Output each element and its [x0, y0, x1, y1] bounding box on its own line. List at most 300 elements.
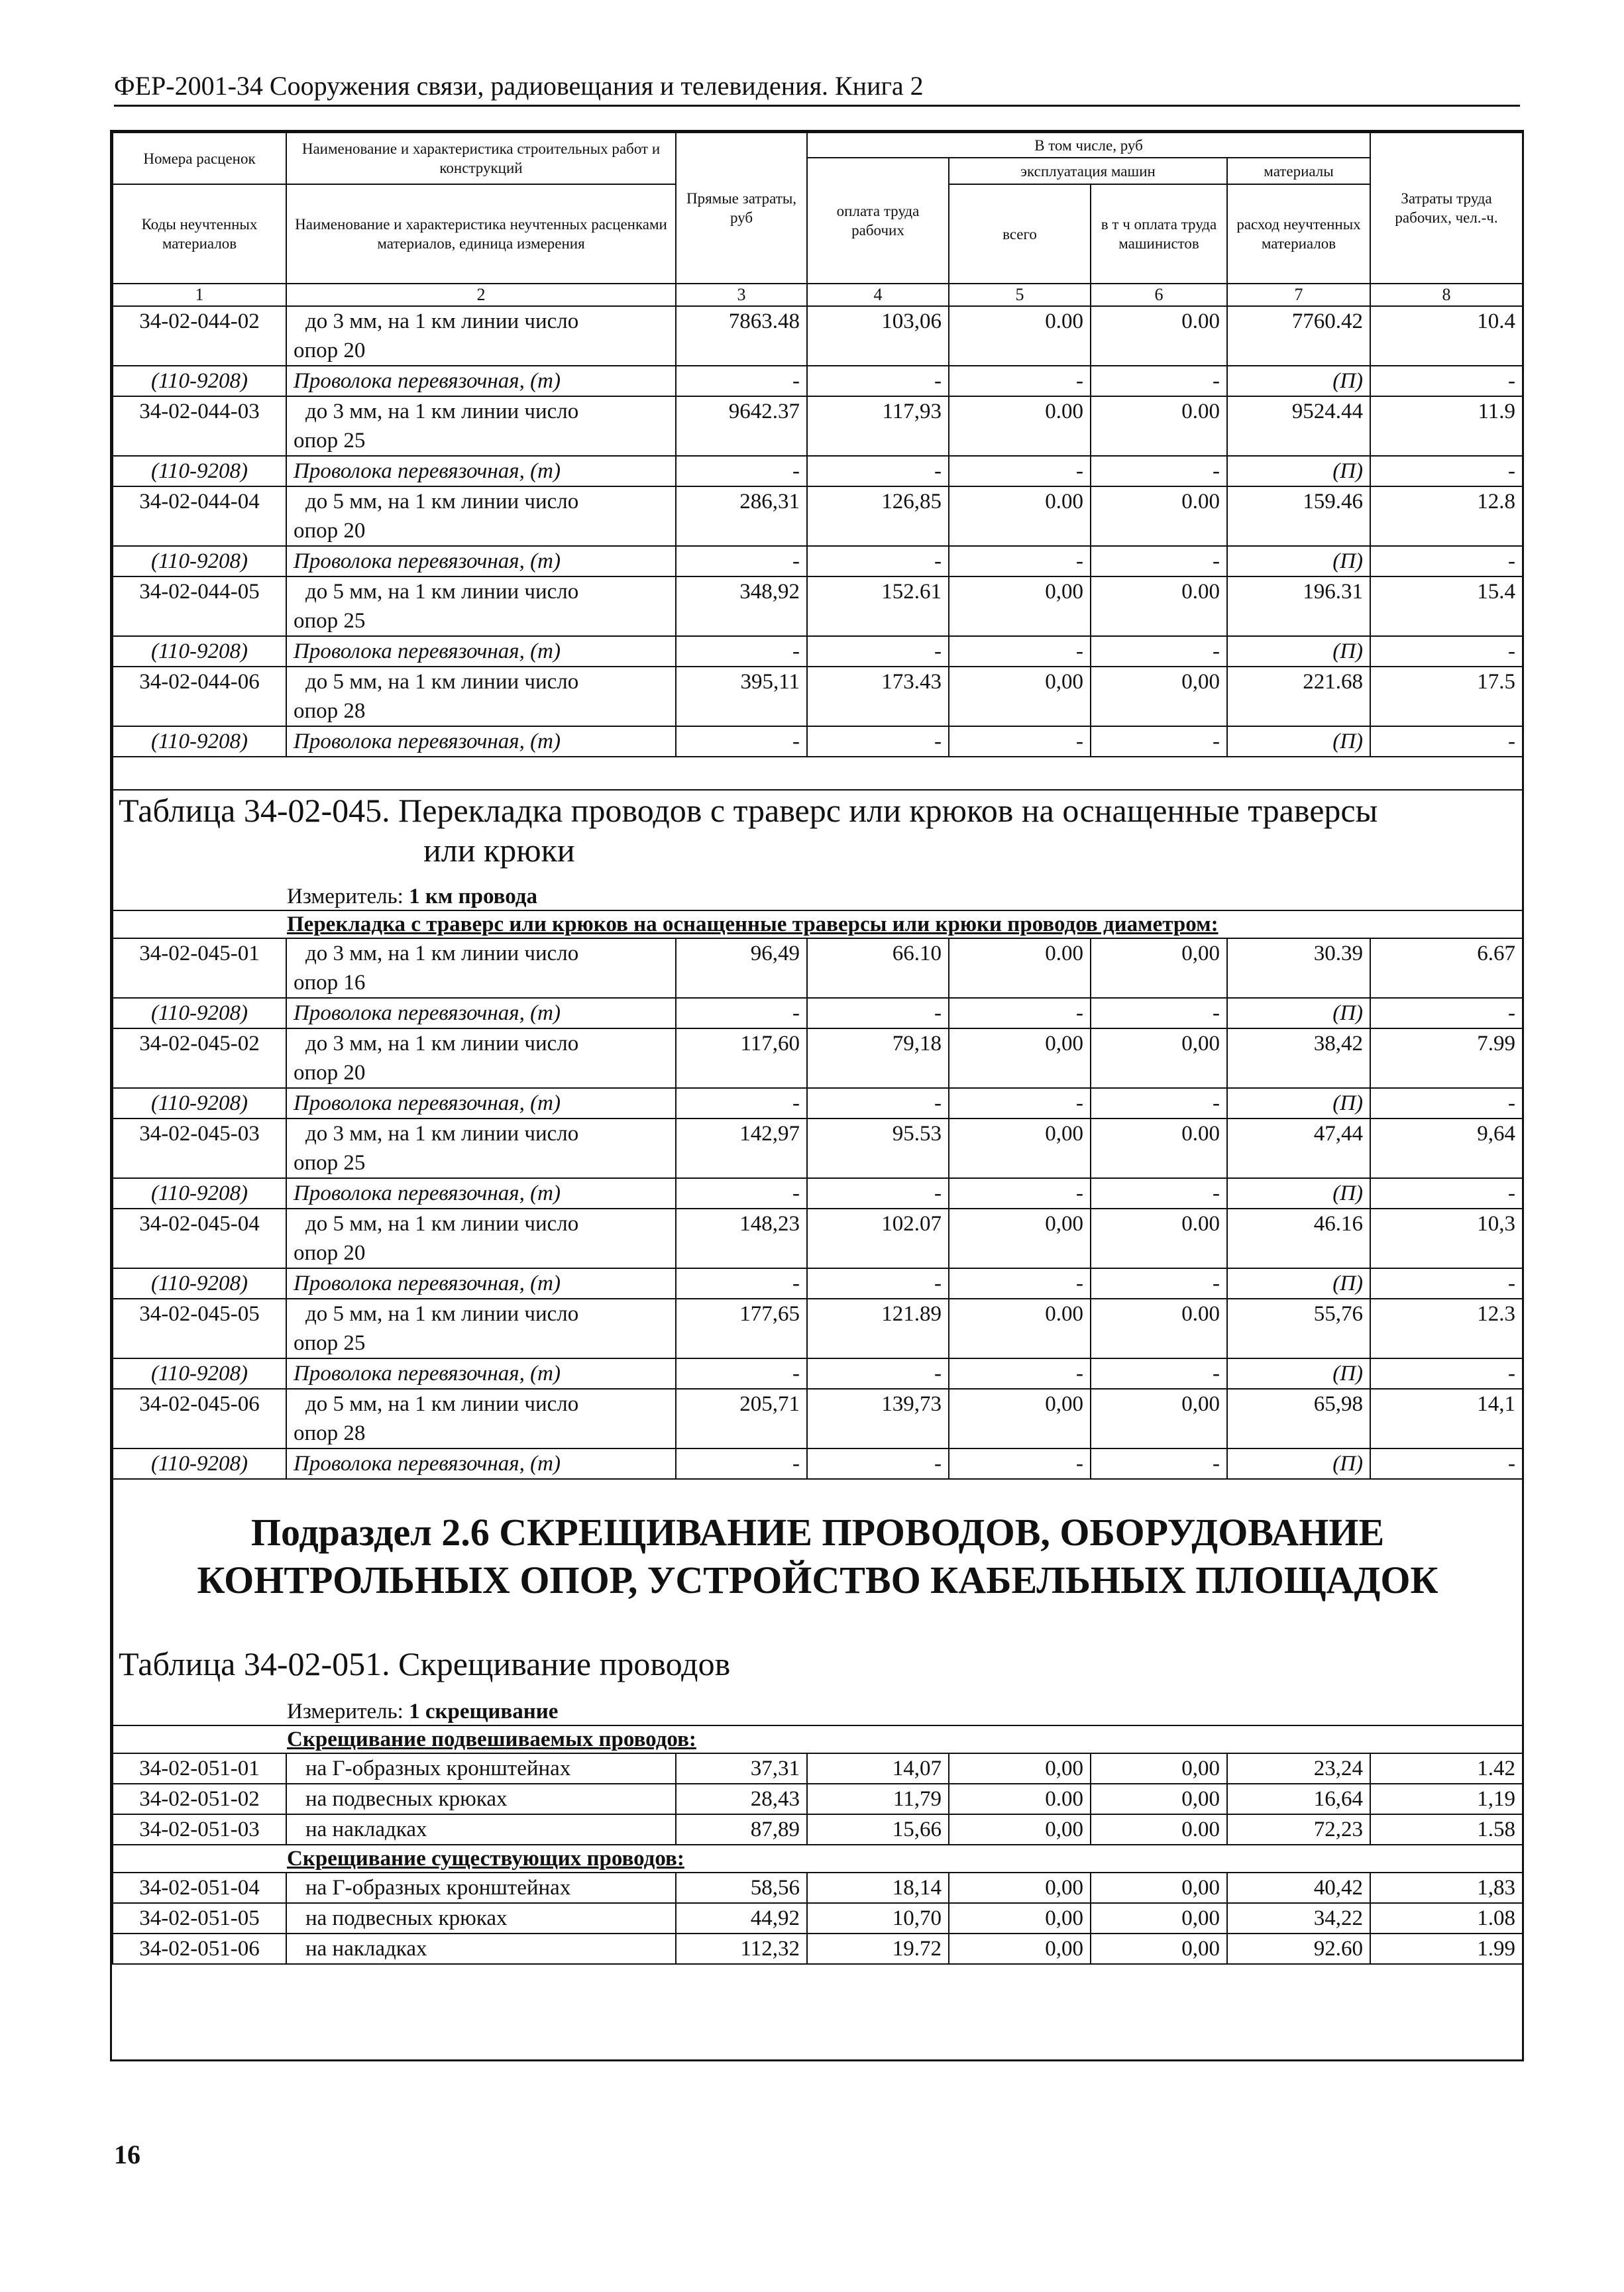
col7-header: расход неучтенных материалов: [1227, 184, 1370, 284]
rate-name-line: опор 25: [294, 429, 366, 453]
subsection-heading-cell: [113, 1479, 1523, 1725]
rate-row: [113, 1753, 1523, 1784]
material-value: -: [676, 1268, 807, 1299]
rate-value: 66.10: [807, 938, 949, 998]
group-row: [113, 1725, 1523, 1753]
rate-value: 10,70: [807, 1903, 949, 1934]
materials-header: материалы: [1227, 158, 1370, 184]
rate-value: 0.00: [949, 1784, 1091, 1814]
page-number: 16: [114, 2140, 140, 2169]
rate-name-line: опор 20: [294, 519, 366, 543]
material-value: -: [676, 1088, 807, 1119]
measure-unit: [113, 1698, 1522, 1725]
rate-value: 221.68: [1227, 667, 1370, 726]
material-value: -: [1370, 1268, 1523, 1299]
rate-name-line: до 5 мм, на 1 км линии число: [305, 1302, 579, 1326]
rate-value: 11.9: [1370, 396, 1523, 456]
material-value: -: [807, 456, 949, 486]
table-045-heading-cell: [113, 790, 1523, 910]
material-value: -: [1370, 998, 1523, 1028]
material-value: -: [676, 366, 807, 396]
measure-value: 1 км провода: [409, 885, 537, 908]
rate-row: [113, 938, 1523, 998]
rate-value: 112,32: [676, 1934, 807, 1964]
rates-table: [112, 132, 1523, 1965]
rate-code: 34-02-045-01: [113, 938, 286, 998]
rate-value: 0,00: [949, 1753, 1091, 1784]
material-value: -: [1091, 998, 1227, 1028]
material-value: -: [1370, 1448, 1523, 1479]
rate-value: 92.60: [1227, 1934, 1370, 1964]
col5-header: всего: [949, 184, 1091, 284]
material-name: Проволока перевязочная, (т): [286, 636, 676, 667]
rate-code: 34-02-045-03: [113, 1119, 286, 1178]
material-row: [113, 1358, 1523, 1389]
rate-row: [113, 396, 1523, 456]
material-value: -: [676, 1358, 807, 1389]
material-value: -: [949, 726, 1091, 757]
rate-name: [286, 667, 676, 726]
rate-value: 348,92: [676, 576, 807, 636]
rate-value: 65,98: [1227, 1389, 1370, 1448]
material-value: (П): [1227, 366, 1370, 396]
rate-name-line: опор 25: [294, 1331, 366, 1355]
document-frame: [110, 130, 1524, 2061]
rate-value: 0,00: [949, 667, 1091, 726]
measure-label: Измеритель:: [287, 1700, 409, 1723]
rate-value: 0,00: [949, 576, 1091, 636]
rate-value: 0,00: [1091, 667, 1227, 726]
rate-value: 0,00: [949, 1903, 1091, 1934]
material-value: -: [1091, 546, 1227, 576]
rate-value: 102.07: [807, 1209, 949, 1268]
rate-code: 34-02-044-06: [113, 667, 286, 726]
rate-value: 159.46: [1227, 486, 1370, 546]
material-value: -: [949, 546, 1091, 576]
rate-value: 121.89: [807, 1299, 949, 1358]
material-value: -: [807, 1358, 949, 1389]
column-number: 1: [113, 284, 286, 306]
material-value: -: [676, 636, 807, 667]
rate-value: 0,00: [1091, 1028, 1227, 1088]
column-numbers-row: [113, 284, 1523, 306]
material-value: -: [1370, 366, 1523, 396]
measure-label: Измеритель:: [287, 885, 409, 908]
rate-code: 34-02-045-05: [113, 1299, 286, 1358]
material-row: [113, 1448, 1523, 1479]
material-name: Проволока перевязочная, (т): [286, 726, 676, 757]
rate-value: 14,07: [807, 1753, 949, 1784]
material-value: -: [1370, 546, 1523, 576]
rate-value: 0,00: [1091, 1934, 1227, 1964]
material-name: Проволока перевязочная, (т): [286, 1088, 676, 1119]
rate-name-line: опор 20: [294, 1241, 366, 1265]
rate-name-line: до 5 мм, на 1 км линии число: [305, 580, 579, 604]
rate-value: 173.43: [807, 667, 949, 726]
material-value: -: [807, 636, 949, 667]
rate-value: 1.99: [1370, 1934, 1523, 1964]
material-row: [113, 1088, 1523, 1119]
material-value: (П): [1227, 726, 1370, 757]
rate-value: 0.00: [1091, 486, 1227, 546]
rate-value: 0.00: [1091, 306, 1227, 366]
rate-value: 30.39: [1227, 938, 1370, 998]
column-number: 4: [807, 284, 949, 306]
rate-value: 7863.48: [676, 306, 807, 366]
material-value: -: [949, 1358, 1091, 1389]
rate-value: 72,23: [1227, 1814, 1370, 1845]
rate-name-line: опор 28: [294, 1421, 366, 1445]
col1-header-bottom: Коды неучтенных материалов: [113, 184, 286, 284]
rate-name-line: опор 28: [294, 699, 366, 723]
material-value: -: [807, 546, 949, 576]
rate-value: 96,49: [676, 938, 807, 998]
rate-row: [113, 667, 1523, 726]
rate-value: 23,24: [1227, 1753, 1370, 1784]
rate-name: [286, 1299, 676, 1358]
material-value: -: [807, 1448, 949, 1479]
rate-row: [113, 1119, 1523, 1178]
rate-value: 0,00: [1091, 1784, 1227, 1814]
subsection-heading: [113, 1479, 1523, 1725]
group-label: Перекладка с траверс или крюков на оснащенные траверсы или крюки проводов диаметром:: [113, 910, 1523, 938]
rate-value: 103,06: [807, 306, 949, 366]
rate-value: 0,00: [949, 1814, 1091, 1845]
rate-value: 0.00: [1091, 1209, 1227, 1268]
material-value: -: [807, 1088, 949, 1119]
col3-header: Прямые затраты, руб: [676, 133, 807, 284]
material-value: -: [949, 636, 1091, 667]
rate-value: 0,00: [1091, 1753, 1227, 1784]
material-value: -: [807, 1268, 949, 1299]
group-row: [113, 910, 1523, 938]
rate-row: [113, 1209, 1523, 1268]
material-code: (110-9208): [113, 1358, 286, 1389]
material-value: -: [949, 456, 1091, 486]
rate-value: 95.53: [807, 1119, 949, 1178]
rate-value: 1.42: [1370, 1753, 1523, 1784]
material-value: -: [1370, 636, 1523, 667]
rate-value: 0,00: [1091, 1389, 1227, 1448]
rate-value: 0,00: [949, 1934, 1091, 1964]
material-code: (110-9208): [113, 1448, 286, 1479]
material-value: (П): [1227, 636, 1370, 667]
rate-value: 139,73: [807, 1389, 949, 1448]
rate-value: 395,11: [676, 667, 807, 726]
rate-value: 6.67: [1370, 938, 1523, 998]
rate-name-line: до 5 мм, на 1 км линии число: [305, 670, 579, 694]
rate-value: 0.00: [1091, 1299, 1227, 1358]
rate-value: 15,66: [807, 1814, 949, 1845]
material-value: -: [1091, 1088, 1227, 1119]
rate-value: 142,97: [676, 1119, 807, 1178]
material-code: (110-9208): [113, 1178, 286, 1209]
material-code: (110-9208): [113, 726, 286, 757]
rate-name-line: до 5 мм, на 1 км линии число: [305, 1212, 579, 1236]
material-code: (110-9208): [113, 1268, 286, 1299]
rate-value: 44,92: [676, 1903, 807, 1934]
material-value: -: [949, 1448, 1091, 1479]
column-number: 8: [1370, 284, 1523, 306]
material-value: (П): [1227, 1268, 1370, 1299]
rate-value: 0.00: [1091, 1814, 1227, 1845]
rate-value: 79,18: [807, 1028, 949, 1088]
rate-name: на накладках: [286, 1934, 676, 1964]
rate-code: 34-02-051-02: [113, 1784, 286, 1814]
rate-name: на подвесных крюках: [286, 1784, 676, 1814]
rate-row: [113, 1299, 1523, 1358]
rate-name: [286, 1028, 676, 1088]
material-row: [113, 1268, 1523, 1299]
table-051-title: Таблица 34-02-051. Скрещивание проводов: [119, 1645, 731, 1682]
rate-value: 0.00: [1091, 396, 1227, 456]
rate-code: 34-02-044-05: [113, 576, 286, 636]
rate-value: 0.00: [1091, 1119, 1227, 1178]
rate-value: 47,44: [1227, 1119, 1370, 1178]
material-value: -: [676, 1448, 807, 1479]
material-value: -: [676, 726, 807, 757]
rate-value: 117,93: [807, 396, 949, 456]
rate-row: [113, 1873, 1523, 1903]
rate-name: [286, 396, 676, 456]
rate-row: [113, 306, 1523, 366]
material-value: -: [1091, 726, 1227, 757]
material-name: Проволока перевязочная, (т): [286, 1448, 676, 1479]
rate-value: 0,00: [1091, 938, 1227, 998]
rate-code: 34-02-045-04: [113, 1209, 286, 1268]
rate-name: [286, 1119, 676, 1178]
measure-unit: [113, 883, 1522, 910]
material-value: (П): [1227, 546, 1370, 576]
rate-value: 1,19: [1370, 1784, 1523, 1814]
rate-name-line: до 3 мм, на 1 км линии число: [305, 400, 579, 423]
material-name: Проволока перевязочная, (т): [286, 546, 676, 576]
material-value: -: [1091, 366, 1227, 396]
rate-name: [286, 576, 676, 636]
material-value: -: [1370, 1088, 1523, 1119]
col8-header: Затраты труда рабочих, чел.-ч.: [1370, 133, 1523, 284]
material-value: -: [676, 998, 807, 1028]
rate-row: [113, 1389, 1523, 1448]
rate-value: 10.4: [1370, 306, 1523, 366]
rate-name-line: опор 20: [294, 1061, 366, 1085]
rate-value: 0.00: [949, 486, 1091, 546]
material-row: [113, 1178, 1523, 1209]
rate-value: 12.3: [1370, 1299, 1523, 1358]
table-title-line: или крюки: [423, 832, 575, 869]
material-value: -: [949, 366, 1091, 396]
rate-value: 28,43: [676, 1784, 807, 1814]
rate-value: 15.4: [1370, 576, 1523, 636]
rate-value: 205,71: [676, 1389, 807, 1448]
rate-value: 0,00: [949, 1209, 1091, 1268]
material-value: -: [676, 1178, 807, 1209]
rate-value: 9642.37: [676, 396, 807, 456]
material-row: [113, 636, 1523, 667]
material-code: (110-9208): [113, 636, 286, 667]
material-value: (П): [1227, 456, 1370, 486]
material-value: -: [949, 998, 1091, 1028]
rate-value: 18,14: [807, 1873, 949, 1903]
rate-code: 34-02-045-06: [113, 1389, 286, 1448]
material-name: Проволока перевязочная, (т): [286, 366, 676, 396]
material-value: -: [676, 546, 807, 576]
rate-value: 0.00: [949, 396, 1091, 456]
rate-value: 0.00: [949, 306, 1091, 366]
material-name: Проволока перевязочная, (т): [286, 1178, 676, 1209]
rate-row: [113, 1814, 1523, 1845]
material-value: -: [949, 1088, 1091, 1119]
material-name: Проволока перевязочная, (т): [286, 998, 676, 1028]
rate-name: на подвесных крюках: [286, 1903, 676, 1934]
rate-name-line: до 5 мм, на 1 км линии число: [305, 490, 579, 514]
rate-value: 126,85: [807, 486, 949, 546]
material-code: (110-9208): [113, 998, 286, 1028]
rate-value: 10,3: [1370, 1209, 1523, 1268]
material-value: -: [676, 456, 807, 486]
rate-value: 1,83: [1370, 1873, 1523, 1903]
material-code: (110-9208): [113, 366, 286, 396]
rate-code: 34-02-051-06: [113, 1934, 286, 1964]
rate-value: 9,64: [1370, 1119, 1523, 1178]
rate-name-line: опор 16: [294, 971, 366, 995]
rate-name: [286, 486, 676, 546]
material-value: (П): [1227, 1178, 1370, 1209]
material-value: -: [1091, 456, 1227, 486]
material-row: [113, 998, 1523, 1028]
material-value: (П): [1227, 998, 1370, 1028]
page-header: ФЕР-2001-34 Сооружения связи, радиовещания и телевидения. Книга 2: [114, 70, 1520, 107]
col4-header: оплата труда рабочих: [807, 158, 949, 284]
rate-value: 87,89: [676, 1814, 807, 1845]
rate-value: 58,56: [676, 1873, 807, 1903]
rate-name: [286, 1209, 676, 1268]
rate-value: 37,31: [676, 1753, 807, 1784]
column-number: 2: [286, 284, 676, 306]
rate-code: 34-02-051-05: [113, 1903, 286, 1934]
table-045-heading: [113, 790, 1523, 910]
rate-value: 0,00: [1091, 1903, 1227, 1934]
rate-name: на Г-образных кронштейнах: [286, 1873, 676, 1903]
rate-value: 46.16: [1227, 1209, 1370, 1268]
column-number: 7: [1227, 284, 1370, 306]
column-number: 5: [949, 284, 1091, 306]
material-value: -: [1091, 636, 1227, 667]
rate-row: [113, 576, 1523, 636]
rate-value: 14,1: [1370, 1389, 1523, 1448]
rate-value: 152.61: [807, 576, 949, 636]
rate-value: 11,79: [807, 1784, 949, 1814]
rate-value: 177,65: [676, 1299, 807, 1358]
material-value: -: [807, 366, 949, 396]
col2-header-top: Наименование и характеристика строительных работ и конструкций: [286, 133, 676, 184]
material-name: Проволока перевязочная, (т): [286, 456, 676, 486]
rate-value: 0,00: [949, 1028, 1091, 1088]
material-row: [113, 546, 1523, 576]
column-number: 3: [676, 284, 807, 306]
rate-value: 16,64: [1227, 1784, 1370, 1814]
material-name: Проволока перевязочная, (т): [286, 1358, 676, 1389]
rate-name-line: до 3 мм, на 1 км линии число: [305, 1122, 579, 1146]
material-code: (110-9208): [113, 456, 286, 486]
group-header: В том числе, руб: [807, 133, 1370, 158]
rate-name-line: опор 25: [294, 1151, 366, 1175]
rate-name: [286, 306, 676, 366]
material-row: [113, 726, 1523, 757]
subsection-line: Подраздел 2.6 СКРЕЩИВАНИЕ ПРОВОДОВ, ОБОРУДОВАНИЕ: [250, 1511, 1385, 1554]
group-label: Скрещивание подвешиваемых проводов:: [113, 1725, 1523, 1753]
material-value: -: [1370, 1178, 1523, 1209]
rate-code: 34-02-044-04: [113, 486, 286, 546]
rate-name-line: опор 20: [294, 339, 366, 362]
col1-header-top: Номера расценок: [113, 133, 286, 184]
column-number: 6: [1091, 284, 1227, 306]
rate-name: [286, 1389, 676, 1448]
rate-value: 148,23: [676, 1209, 807, 1268]
spacer-row-cell: [113, 757, 1523, 790]
group-label: Скрещивание существующих проводов:: [113, 1845, 1523, 1873]
rate-value: 7760.42: [1227, 306, 1370, 366]
material-value: -: [1091, 1358, 1227, 1389]
rate-row: [113, 1903, 1523, 1934]
material-row: [113, 456, 1523, 486]
rate-name-line: до 3 мм, на 1 км линии число: [305, 1032, 579, 1056]
rate-value: 0,00: [1091, 1873, 1227, 1903]
material-value: -: [807, 726, 949, 757]
rate-value: 1.08: [1370, 1903, 1523, 1934]
rate-name-line: до 5 мм, на 1 км линии число: [305, 1392, 579, 1416]
rate-value: 40,42: [1227, 1873, 1370, 1903]
measure-value: 1 скрещивание: [409, 1700, 559, 1723]
rate-value: 0.00: [1091, 576, 1227, 636]
material-value: -: [949, 1178, 1091, 1209]
material-value: (П): [1227, 1088, 1370, 1119]
rate-value: 0.00: [949, 938, 1091, 998]
material-value: -: [1091, 1448, 1227, 1479]
rate-value: 55,76: [1227, 1299, 1370, 1358]
rate-value: 9524.44: [1227, 396, 1370, 456]
material-value: -: [949, 1268, 1091, 1299]
rate-value: 196.31: [1227, 576, 1370, 636]
rate-name: на накладках: [286, 1814, 676, 1845]
material-value: -: [807, 1178, 949, 1209]
material-name: Проволока перевязочная, (т): [286, 1268, 676, 1299]
rate-code: 34-02-051-03: [113, 1814, 286, 1845]
material-value: -: [807, 998, 949, 1028]
subsection-line: КОНТРОЛЬНЫХ ОПОР, УСТРОЙСТВО КАБЕЛЬНЫХ ПЛОЩАДОК: [197, 1558, 1438, 1602]
material-value: -: [1370, 726, 1523, 757]
table-title-line: Таблица 34-02-045. Перекладка проводов с траверс или крюков на оснащенные траверсы: [119, 792, 1378, 829]
rate-value: 117,60: [676, 1028, 807, 1088]
rate-row: [113, 1934, 1523, 1964]
machines-header: эксплуатация машин: [949, 158, 1227, 184]
table-045-title: [113, 791, 1522, 870]
group-row: [113, 1845, 1523, 1873]
rate-row: [113, 1784, 1523, 1814]
rate-value: 0.00: [949, 1299, 1091, 1358]
material-value: (П): [1227, 1448, 1370, 1479]
rate-value: 0,00: [949, 1389, 1091, 1448]
rate-value: 12.8: [1370, 486, 1523, 546]
col6-header: в т ч оплата труда машинистов: [1091, 184, 1227, 284]
rate-name-line: до 3 мм, на 1 км линии число: [305, 309, 579, 333]
rate-value: 19.72: [807, 1934, 949, 1964]
rate-code: 34-02-044-03: [113, 396, 286, 456]
rate-name: на Г-образных кронштейнах: [286, 1753, 676, 1784]
material-row: [113, 366, 1523, 396]
rate-value: 0,00: [949, 1873, 1091, 1903]
material-value: (П): [1227, 1358, 1370, 1389]
